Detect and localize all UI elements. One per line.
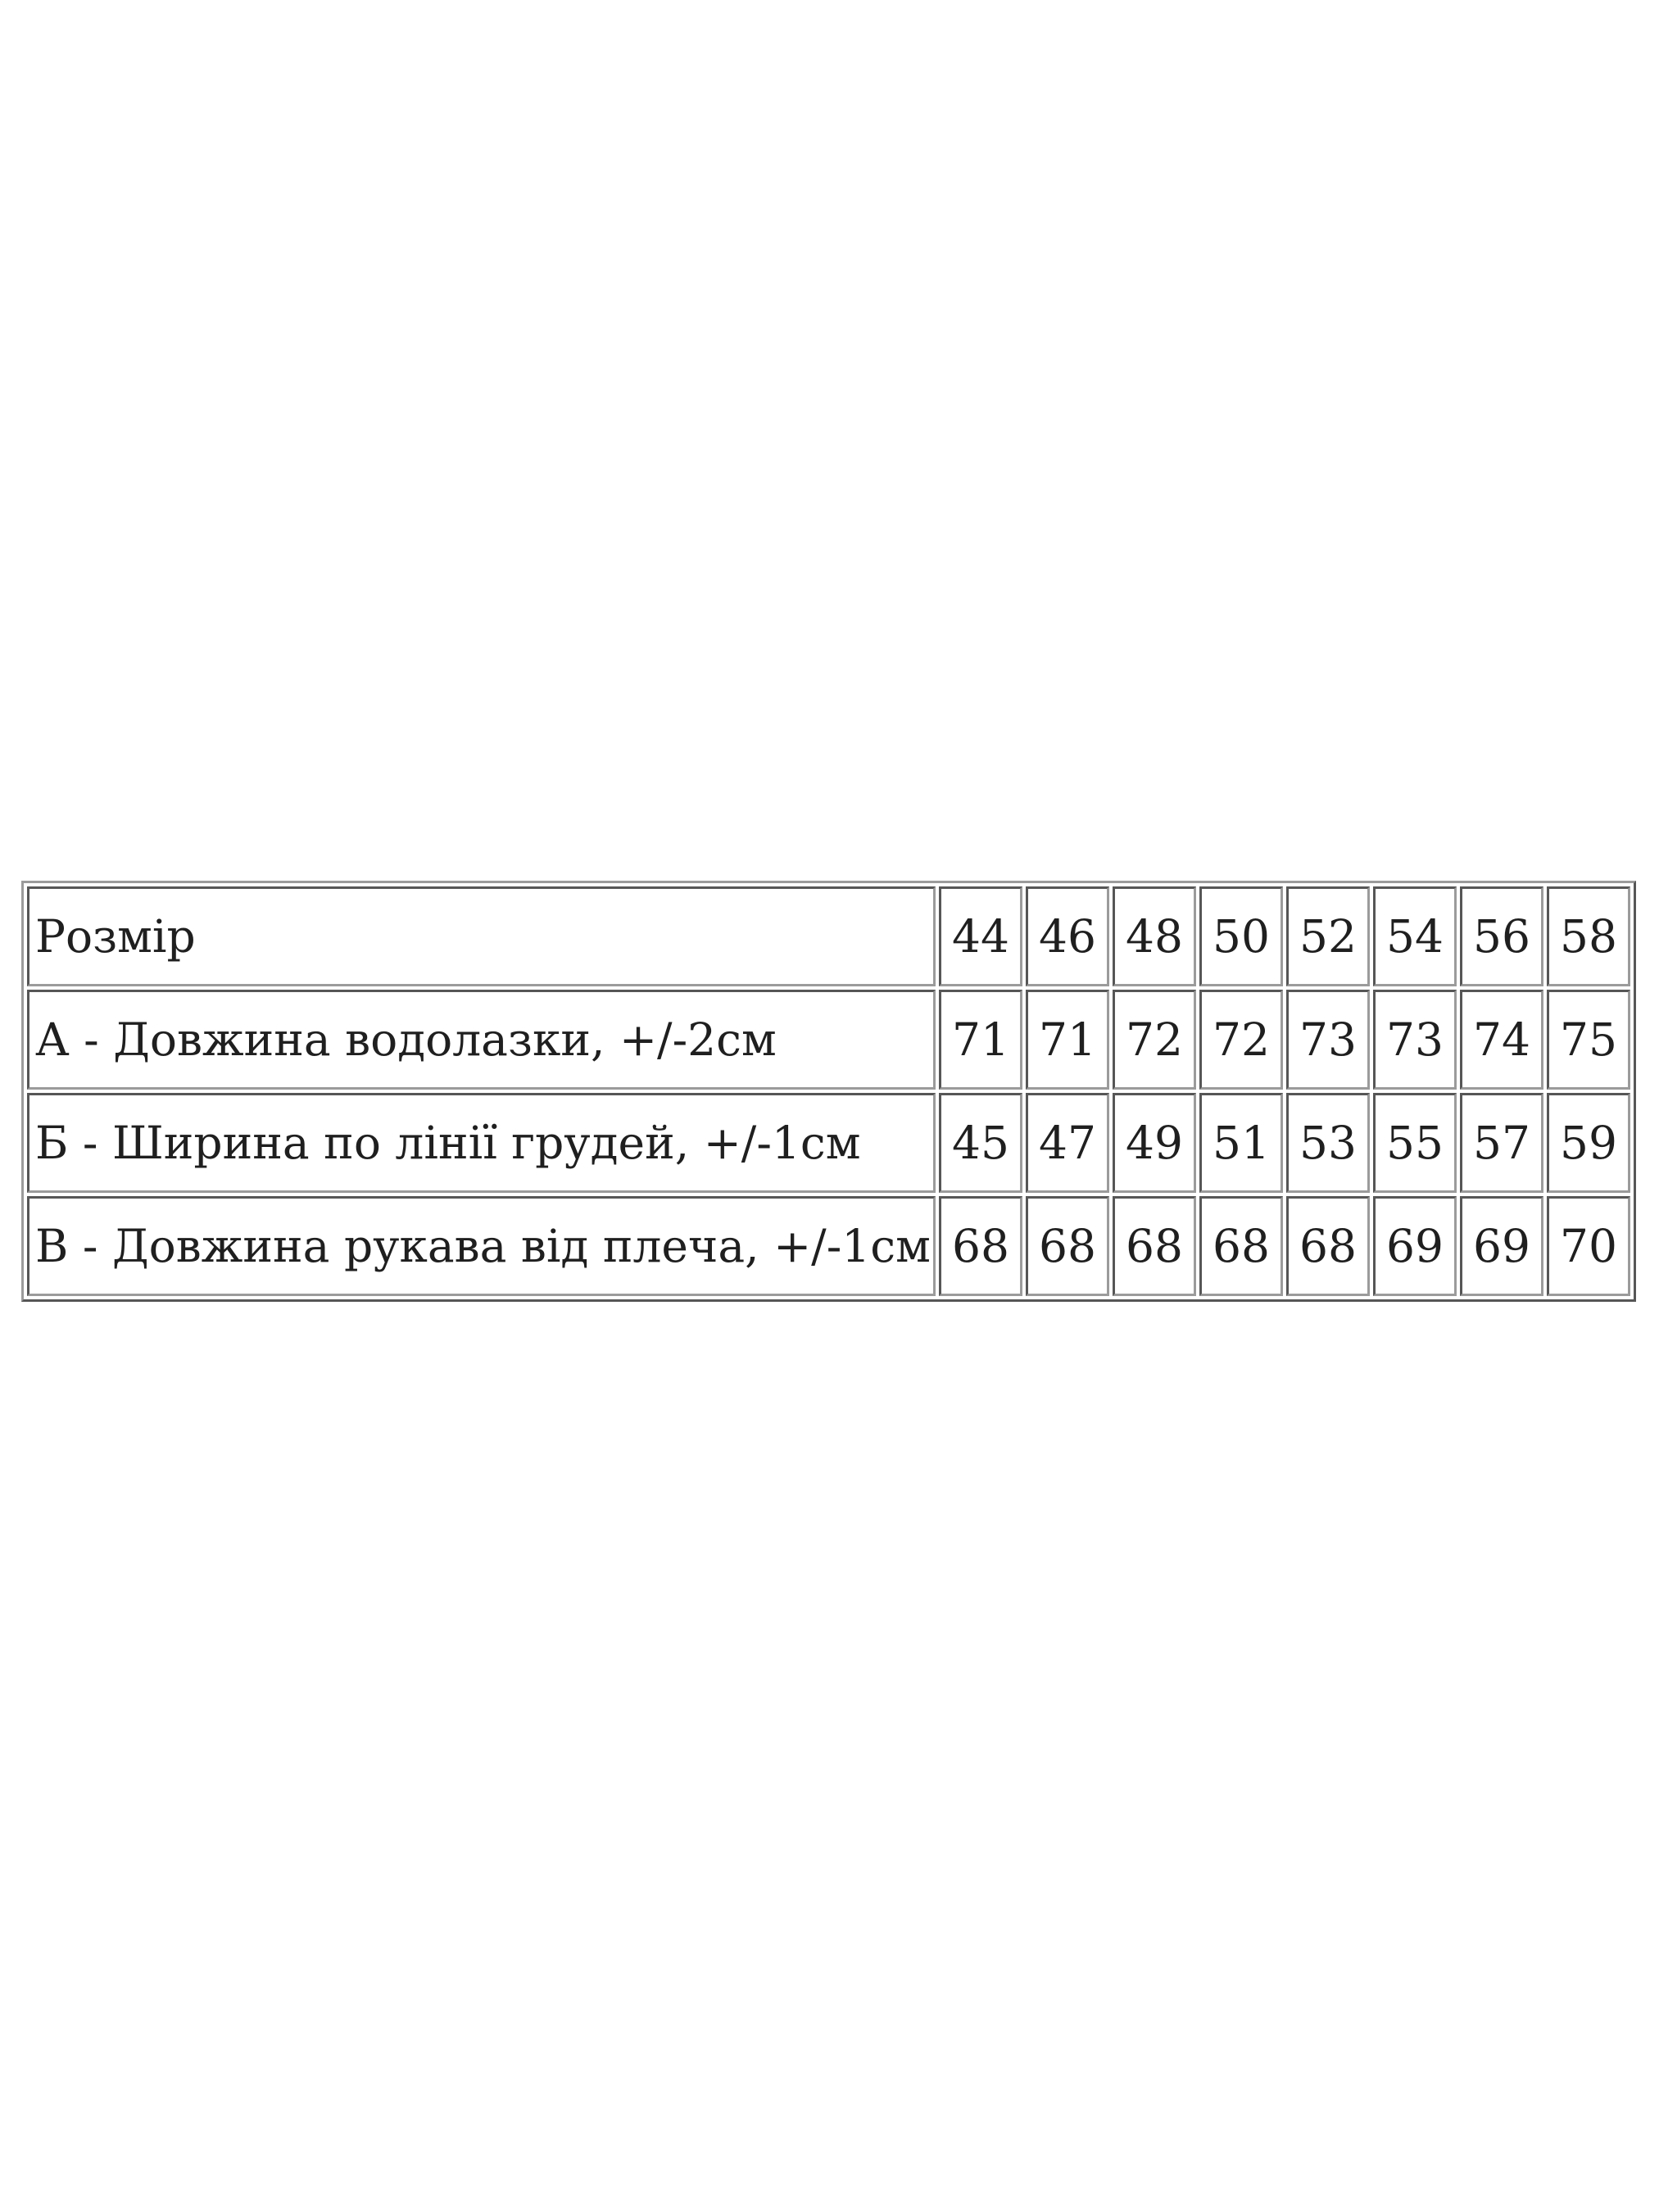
- measurement-value: 57: [1460, 1093, 1543, 1193]
- size-chart-table: [21, 881, 1636, 1302]
- measurement-label: Б - Ширина по лінії грудей, +/-1см: [27, 1093, 936, 1193]
- measurement-label: В - Довжина рукава від плеча, +/-1см: [27, 1196, 936, 1296]
- size-cell: 56: [1460, 886, 1543, 986]
- measurement-value: 71: [1026, 990, 1109, 1090]
- size-cell: 58: [1547, 886, 1630, 986]
- size-header-label: Розмір: [27, 886, 936, 986]
- measurement-value: 72: [1113, 990, 1196, 1090]
- measurement-value: 69: [1460, 1196, 1543, 1296]
- measurement-value: 68: [1026, 1196, 1109, 1296]
- measurement-value: 72: [1199, 990, 1283, 1090]
- size-cell: 54: [1373, 886, 1457, 986]
- measurement-value: 53: [1286, 1093, 1370, 1193]
- measurement-value: 73: [1373, 990, 1457, 1090]
- measurement-value: 70: [1547, 1196, 1630, 1296]
- size-cell: 46: [1026, 886, 1109, 986]
- measurement-value: 73: [1286, 990, 1370, 1090]
- measurement-value: 47: [1026, 1093, 1109, 1193]
- size-cell: 44: [939, 886, 1022, 986]
- measurement-value: 59: [1547, 1093, 1630, 1193]
- size-cell: 50: [1199, 886, 1283, 986]
- measurement-value: 68: [1286, 1196, 1370, 1296]
- measurement-value: 51: [1199, 1093, 1283, 1193]
- measurement-value: 49: [1113, 1093, 1196, 1193]
- size-cell: 48: [1113, 886, 1196, 986]
- measurement-value: 55: [1373, 1093, 1457, 1193]
- measurement-value: 68: [1113, 1196, 1196, 1296]
- measurement-label: А - Довжина водолазки, +/-2см: [27, 990, 936, 1090]
- size-cell: 52: [1286, 886, 1370, 986]
- measurement-value: 71: [939, 990, 1022, 1090]
- measurement-value: 68: [1199, 1196, 1283, 1296]
- table-row-chest-width: [27, 1093, 1630, 1193]
- table-row-sizes: [27, 886, 1630, 986]
- measurement-value: 68: [939, 1196, 1022, 1296]
- measurement-value: 74: [1460, 990, 1543, 1090]
- table-row-length: [27, 990, 1630, 1090]
- measurement-value: 75: [1547, 990, 1630, 1090]
- measurement-value: 45: [939, 1093, 1022, 1193]
- table-row-sleeve-length: [27, 1196, 1630, 1296]
- measurement-value: 69: [1373, 1196, 1457, 1296]
